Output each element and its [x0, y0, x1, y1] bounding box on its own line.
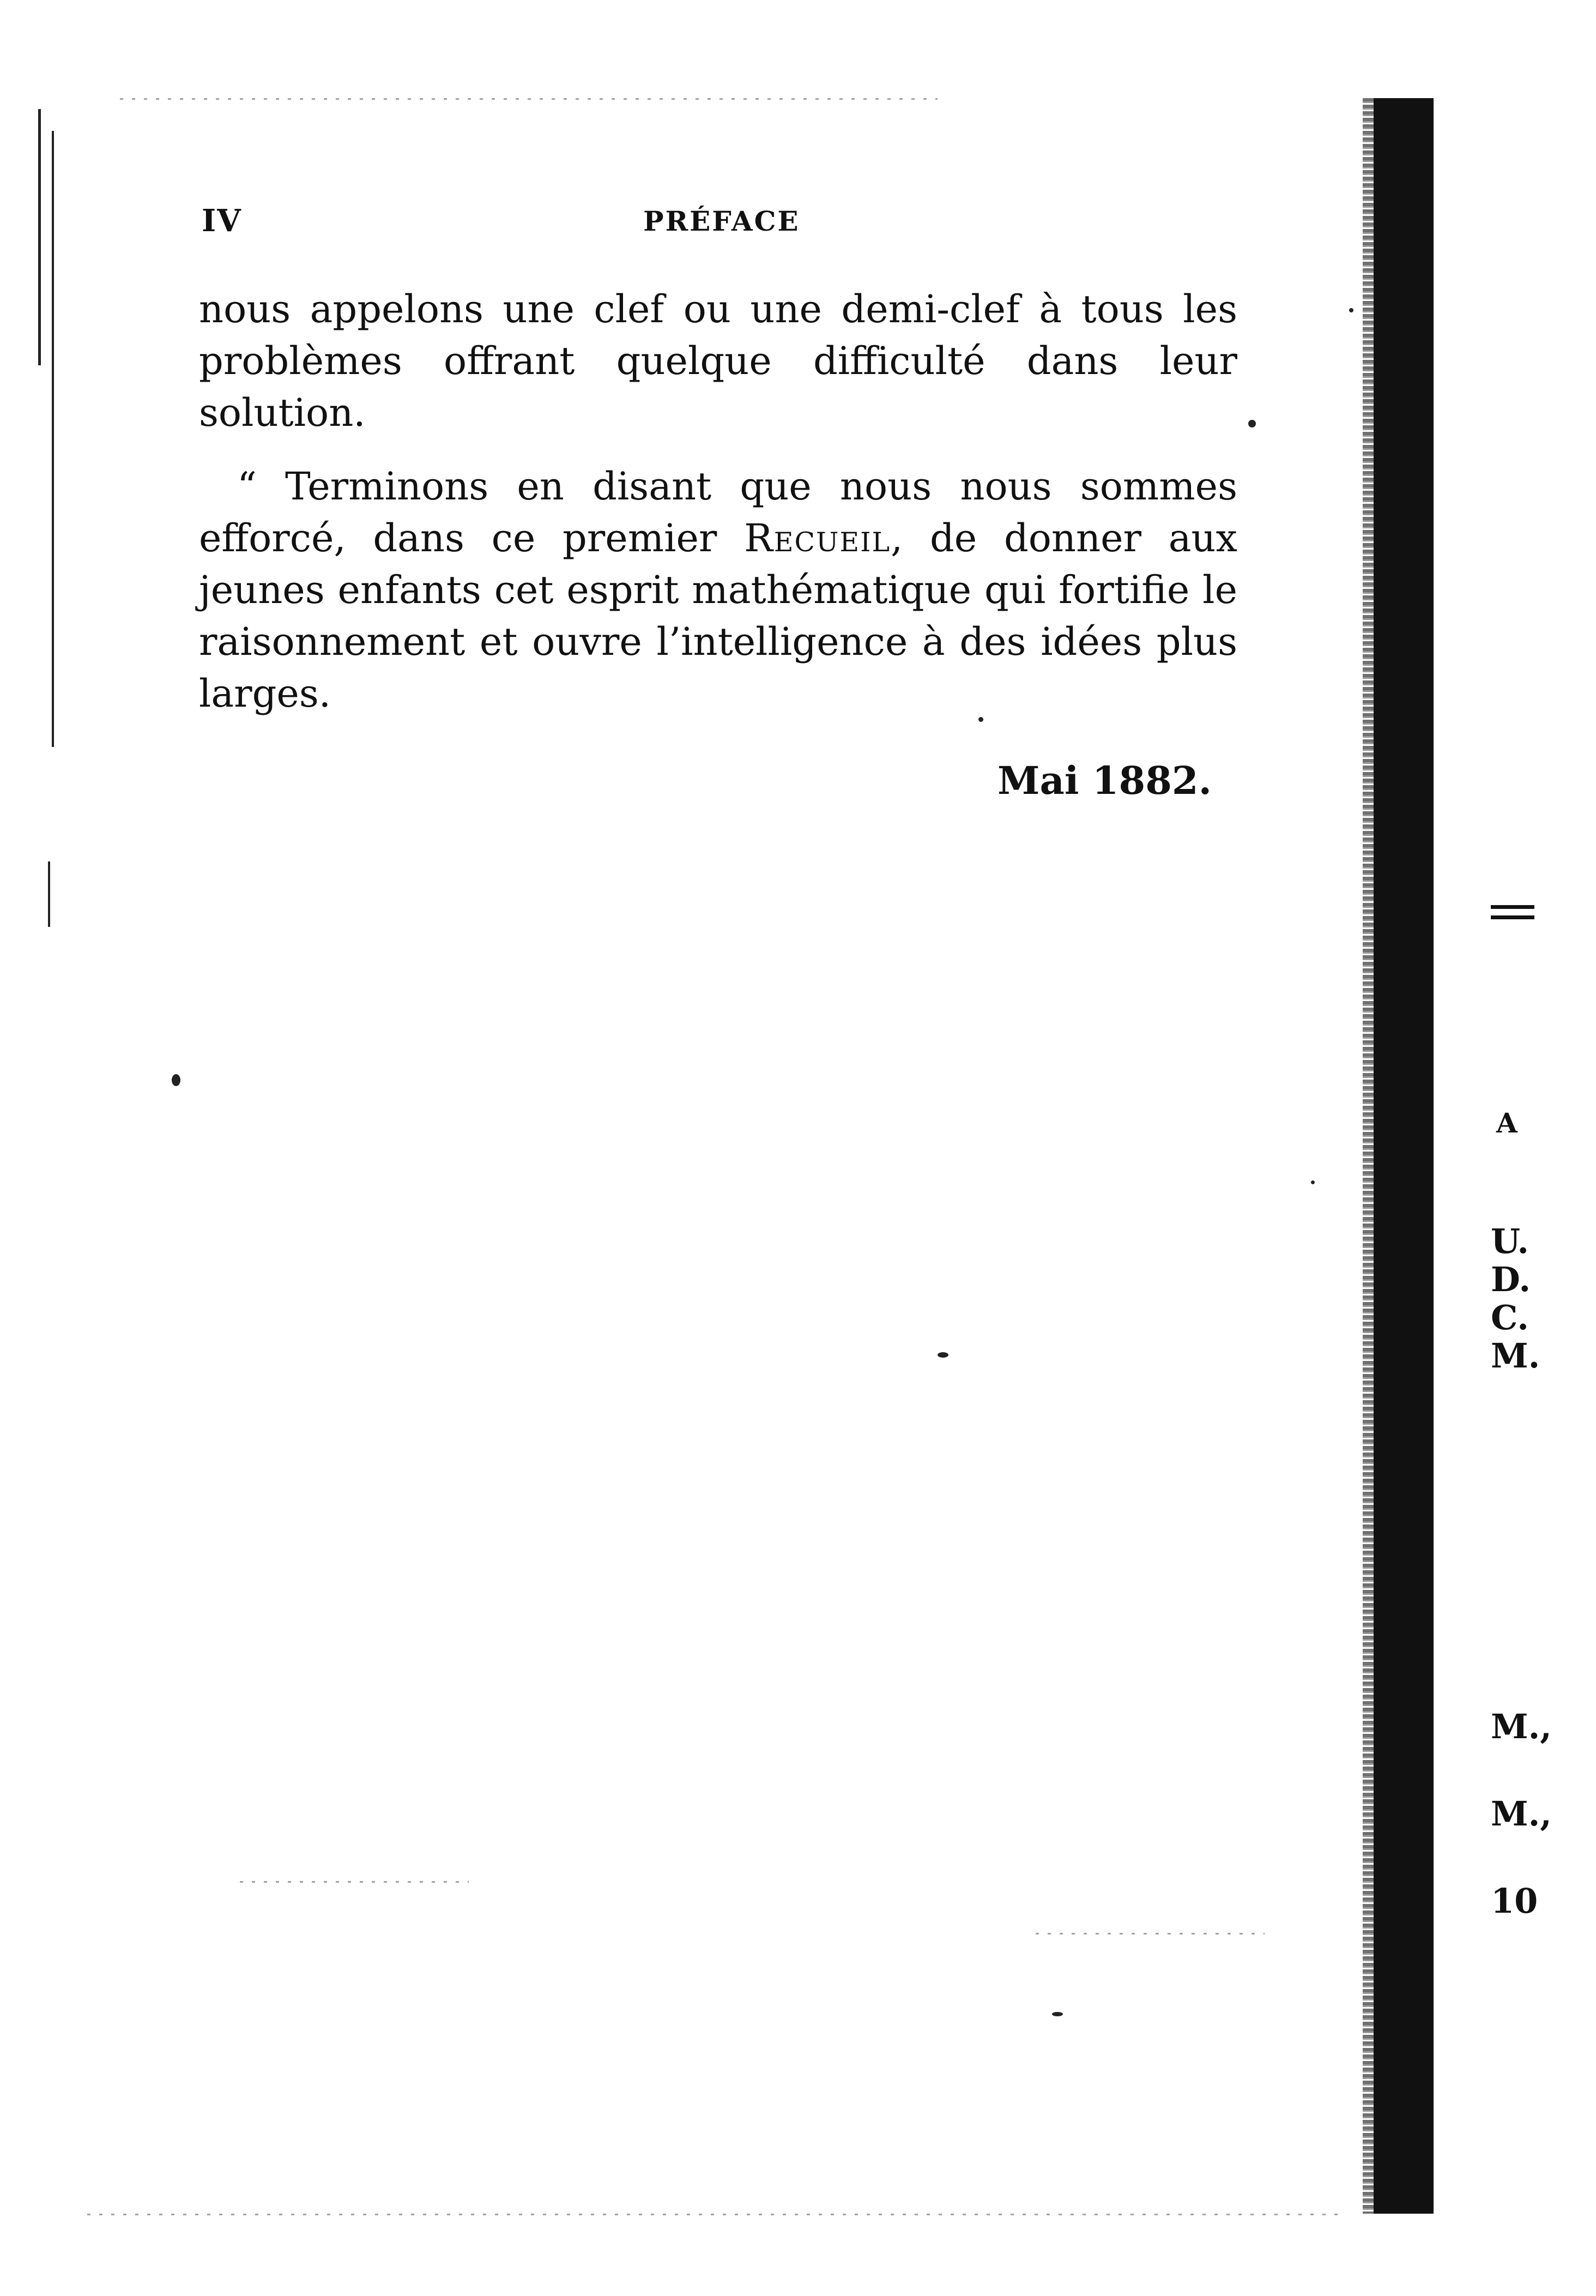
running-title: PRÉFACE — [643, 205, 800, 237]
paragraph-2 — [199, 461, 1237, 720]
paragraph-2-text-a: “ Terminons en disant que nous nous sommes efforcé, dans ce premier — [199, 464, 1237, 561]
binding-edge-line — [52, 131, 54, 747]
paragraph-2-text-b: , de donner aux jeunes enfants cet esprit mathématique qui fortifie le raisonnement et ouvre l’intelligence à des idées plus larges. — [199, 516, 1237, 716]
body-text — [199, 284, 1237, 720]
right-page-fragment: M. — [1491, 1336, 1540, 1376]
scan-speck — [1248, 420, 1256, 427]
paragraph-1: nous appelons une clef ou une demi-clef à tous les problèmes offrant quelque difficulté dans leur solution. — [199, 287, 1237, 435]
scan-speck — [1052, 2012, 1063, 2016]
scan-speck — [938, 1352, 948, 1358]
binding-edge-line — [48, 861, 50, 927]
right-page-fragment: 10 — [1491, 1881, 1538, 1921]
right-page-fragment: C. — [1491, 1298, 1529, 1337]
date-signature: Mai 1882. — [998, 758, 1212, 803]
double-rule-mark — [1491, 905, 1534, 926]
scan-speck — [172, 1074, 180, 1086]
gutter-shadow — [1374, 98, 1434, 2214]
page-number: IV — [202, 203, 242, 239]
scan-noise-line — [240, 1881, 469, 1883]
scan-noise-line — [87, 2214, 1341, 2215]
right-page-fragment: A — [1496, 1107, 1518, 1139]
scan-speck — [1311, 1180, 1315, 1184]
right-page-fragment: M., — [1491, 1707, 1552, 1746]
scan-speck — [978, 717, 983, 722]
right-page-fragment: D. — [1491, 1260, 1531, 1299]
right-page-fragment: U. — [1491, 1221, 1529, 1261]
scan-noise-line — [120, 98, 938, 100]
running-header — [202, 203, 1237, 252]
scan-noise-line — [1036, 1933, 1265, 1935]
right-page-fragment: M., — [1491, 1794, 1552, 1834]
scan-speck — [1349, 308, 1353, 312]
recueil-smallcaps: Recueil — [744, 516, 891, 561]
binding-edge-line — [38, 109, 41, 365]
